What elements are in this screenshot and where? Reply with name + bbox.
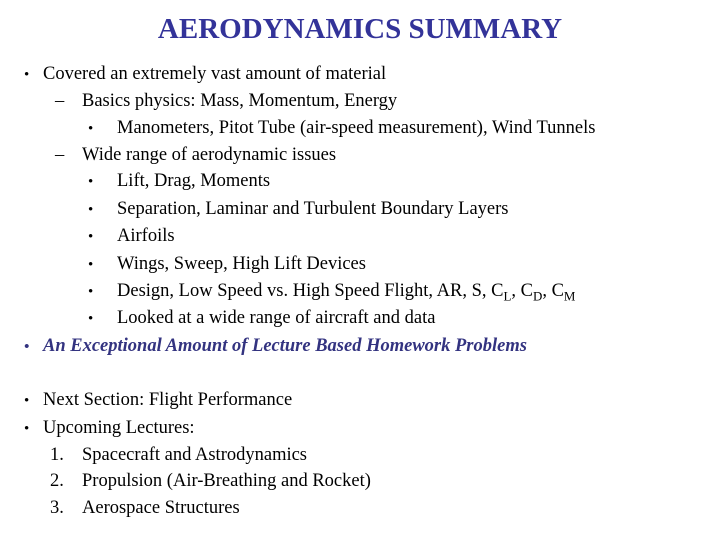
item-text: Looked at a wide range of aircraft and data (117, 308, 436, 329)
subscript-text: L (503, 288, 512, 304)
item-text: Wide range of aerodynamic issues (82, 145, 337, 166)
bullet-list-summary (0, 61, 720, 360)
bullet-marker: • (88, 284, 94, 301)
bullet-item (0, 223, 720, 250)
bullet-item (0, 251, 720, 278)
plain-text: , C (511, 281, 533, 302)
bullet-marker: • (88, 174, 94, 191)
item-text: Airfoils (117, 226, 175, 247)
bullet-item (0, 333, 720, 360)
item-text: Aerospace Structures (82, 497, 240, 518)
bullet-marker: • (88, 311, 94, 328)
numbered-item (0, 495, 720, 521)
slide-title: AERODYNAMICS SUMMARY (157, 13, 563, 45)
item-text: Wings, Sweep, High Lift Devices (117, 253, 366, 274)
number-marker: 3. (50, 497, 64, 518)
item-text: Covered an extremely vast amount of material (43, 63, 387, 84)
bullet-marker: – (55, 91, 65, 112)
slide-body (0, 61, 720, 522)
item-text (117, 278, 575, 304)
bullet-item (0, 115, 720, 142)
bullet-item (0, 88, 720, 114)
bullet-marker: • (88, 256, 94, 273)
bullet-item (0, 278, 720, 305)
subscript-text: D (532, 288, 543, 304)
bullet-marker: • (88, 229, 94, 246)
item-text: An Exceptional Amount of Lecture Based Homework Problems (43, 335, 527, 356)
bullet-item (0, 196, 720, 223)
item-text: Separation, Laminar and Turbulent Boundary Layers (117, 198, 509, 219)
bullet-item (0, 305, 720, 332)
numbered-item (0, 468, 720, 494)
subscript-text: M (563, 288, 576, 304)
bullet-marker: • (88, 201, 94, 218)
plain-text: Design, Low Speed vs. High Speed Flight, AR, S, C (117, 281, 504, 302)
bullet-list-next (0, 387, 720, 521)
numbered-item (0, 442, 720, 468)
bullet-marker: – (55, 145, 65, 166)
bullet-marker: • (24, 66, 30, 83)
item-text: Spacecraft and Astrodynamics (82, 445, 308, 466)
bullet-marker: • (24, 338, 30, 355)
bullet-item (0, 387, 720, 414)
bullet-marker: • (88, 120, 94, 137)
number-marker: 1. (50, 445, 64, 466)
bullet-item (0, 168, 720, 195)
bullet-item (0, 142, 720, 168)
item-text: Next Section: Flight Performance (43, 390, 293, 411)
bullet-marker: • (24, 393, 30, 410)
item-text: Upcoming Lectures: (43, 417, 195, 438)
bullet-item (0, 61, 720, 88)
item-text: Lift, Drag, Moments (117, 171, 271, 192)
bullet-item (0, 415, 720, 442)
item-text: Basics physics: Mass, Momentum, Energy (82, 91, 398, 112)
plain-text: , C (542, 281, 564, 302)
item-text: Propulsion (Air-Breathing and Rocket) (82, 471, 371, 492)
number-marker: 2. (50, 471, 64, 492)
bullet-marker: • (24, 420, 30, 437)
item-text: Manometers, Pitot Tube (air-speed measurement), Wind Tunnels (117, 117, 596, 138)
